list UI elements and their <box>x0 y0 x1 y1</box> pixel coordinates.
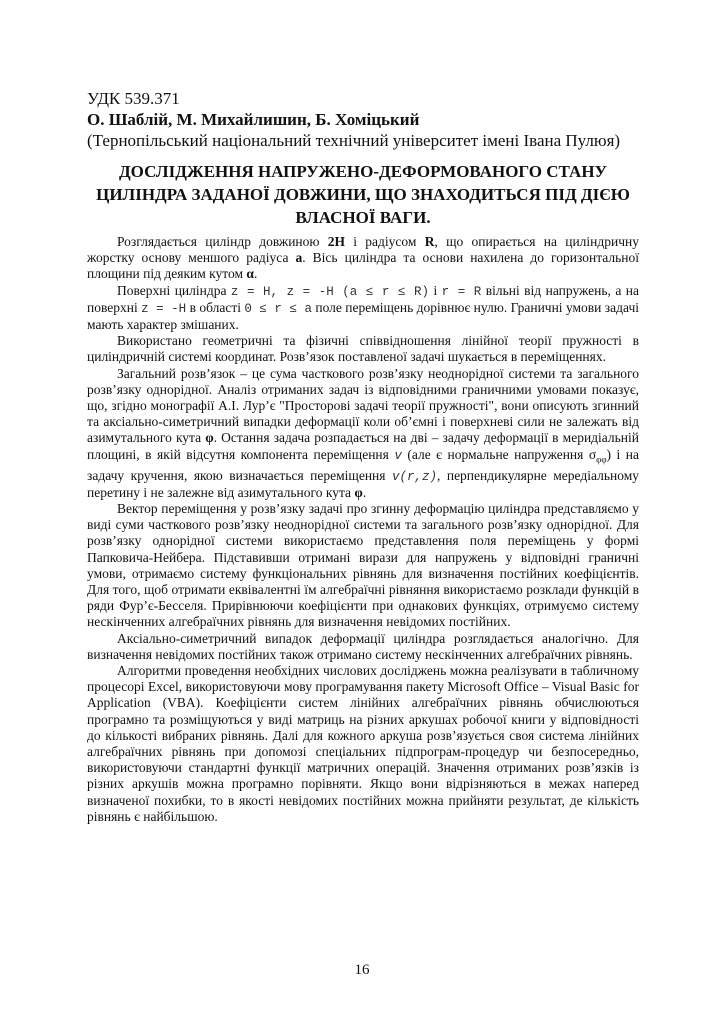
udk-code: УДК 539.371 <box>87 89 180 108</box>
affiliation: (Тернопільський національний технічний університет імені Івана Пулюя) <box>87 131 621 150</box>
page-number: 16 <box>354 962 370 978</box>
title-line-2: ЦИЛІНДРА ЗАДАНОЇ ДОВЖИНИ, ЩО ЗНАХОДИТЬСЯ ПІД ДІЄЮ <box>96 185 630 204</box>
authors: О. Шаблій, М. Михайлишин, Б. Хоміцький <box>87 110 420 129</box>
paragraph-7: Алгоритми проведення необхідних числових досліджень можна реалізувати в табличному процесорі Excel, використовуючи мову програмування пакету Microsoft Office – Visual Basic for Application (VBA). Коефіцієнти систем лінійних алгебраїчних рівнянь обчислюються програмно та розміщуються у виді матриць на різних аркушах робочої книги у відповідності до кількості вибраних рівнянь. Далі для кожного аркуша розв’язується своя система лінійних алгебраїчних рівнянь при допомозі спеціальних підпрограм-процедур чи безпосередньо, використовуючи стандартні функції матричних операцій. Значення отриманих розв’язків із різних аркушів можна програмно порівняти. Якщо вони відрізняються в межах наперед визначеної похибки, то в якості невідомих постійних можна прийняти результат, де кількість рівнянь є найбільшою. <box>87 662 639 824</box>
paragraph-2: Поверхні циліндра z = H, z = -H (a ≤ r ≤ R) і r = R вільні від напружень, а на поверхні z = -H в області 0 ≤ r ≤ a поле переміщень дорівнює нулю. Граничні умови задачі мають характер змішаних. <box>87 282 639 333</box>
paragraph-4: Загальний розв’язок – це сума часткового розв’язку неоднорідної системи та загального розв’язку однорідної. Аналіз отриманих задач із відповідними граничними умовами показує, що, згідно монографії А.І. Лур’є "Просторові задачі теорії пружності", вони описують згинний та аксіально-симетричний випадки деформації коли об’ємні і поверхневі сили не залежать від азимутального кута φ. Остання задача розпадається на дві – задачу деформації в меридіальній площині, в якій відсутня компонента переміщення v (але є нормальне напруження $\sigma_{\varphi\varphi}$) і на задачу кручення, якою визначається переміщення v(r,z), перпендикулярне мередіальному перетину і не залежне від азимутального кута φ. <box>87 365 640 500</box>
header-block <box>87 88 647 151</box>
paragraph-1: Розглядається циліндр довжиною 2H і радіусом R, що опирається на циліндричну жорстку основу меншого радіуса a. Вісь циліндра та основи нахилена до горизонтальної площини під деяким кутом α. <box>87 234 640 282</box>
paragraph-5: Вектор переміщення у розв’язку задачі про згинну деформацію циліндра представляємо у виді суми часткового розв’язку неоднорідної системи та загального розв’язку однорідної. Для розв’язку однорідної системи використаємо представлення поля переміщень у формі Папковича-Нейбера. Підставивши отримані вирази для напружень у відповідні граничні умови, отримаємо систему функціональних рівнянь для визначення постійних коефіцієнтів. Для того, щоб отримати еквівалентні їм алгебраїчні рівняння використаємо розклади функцій в ряди Фур’є-Бесселя. Прирівнюючи коефіцієнти при однакових функціях, отримуємо систему нескінченних алгебраїчних рівнянь для визначення невідомих постійних. <box>87 500 639 630</box>
paragraph-3: Використано геометричні та фізичні співвідношення лінійної теорії пружності в циліндричній системі координат. Розв’язок поставленої задачі шукається в переміщеннях. <box>87 333 639 365</box>
article-title <box>87 160 639 229</box>
title-line-1: ДОСЛІДЖЕННЯ НАПРУЖЕНО-ДЕФОРМОВАНОГО СТАНУ <box>118 162 608 181</box>
title-line-3: ВЛАСНОЇ ВАГИ. <box>295 208 431 227</box>
article-body <box>87 234 639 825</box>
paragraph-6: Аксіально-симетричний випадок деформації циліндра розглядається аналогічно. Для визначення невідомих постійних також отримано систему нескінченних алгебраїчних рівнянь. <box>87 630 639 662</box>
